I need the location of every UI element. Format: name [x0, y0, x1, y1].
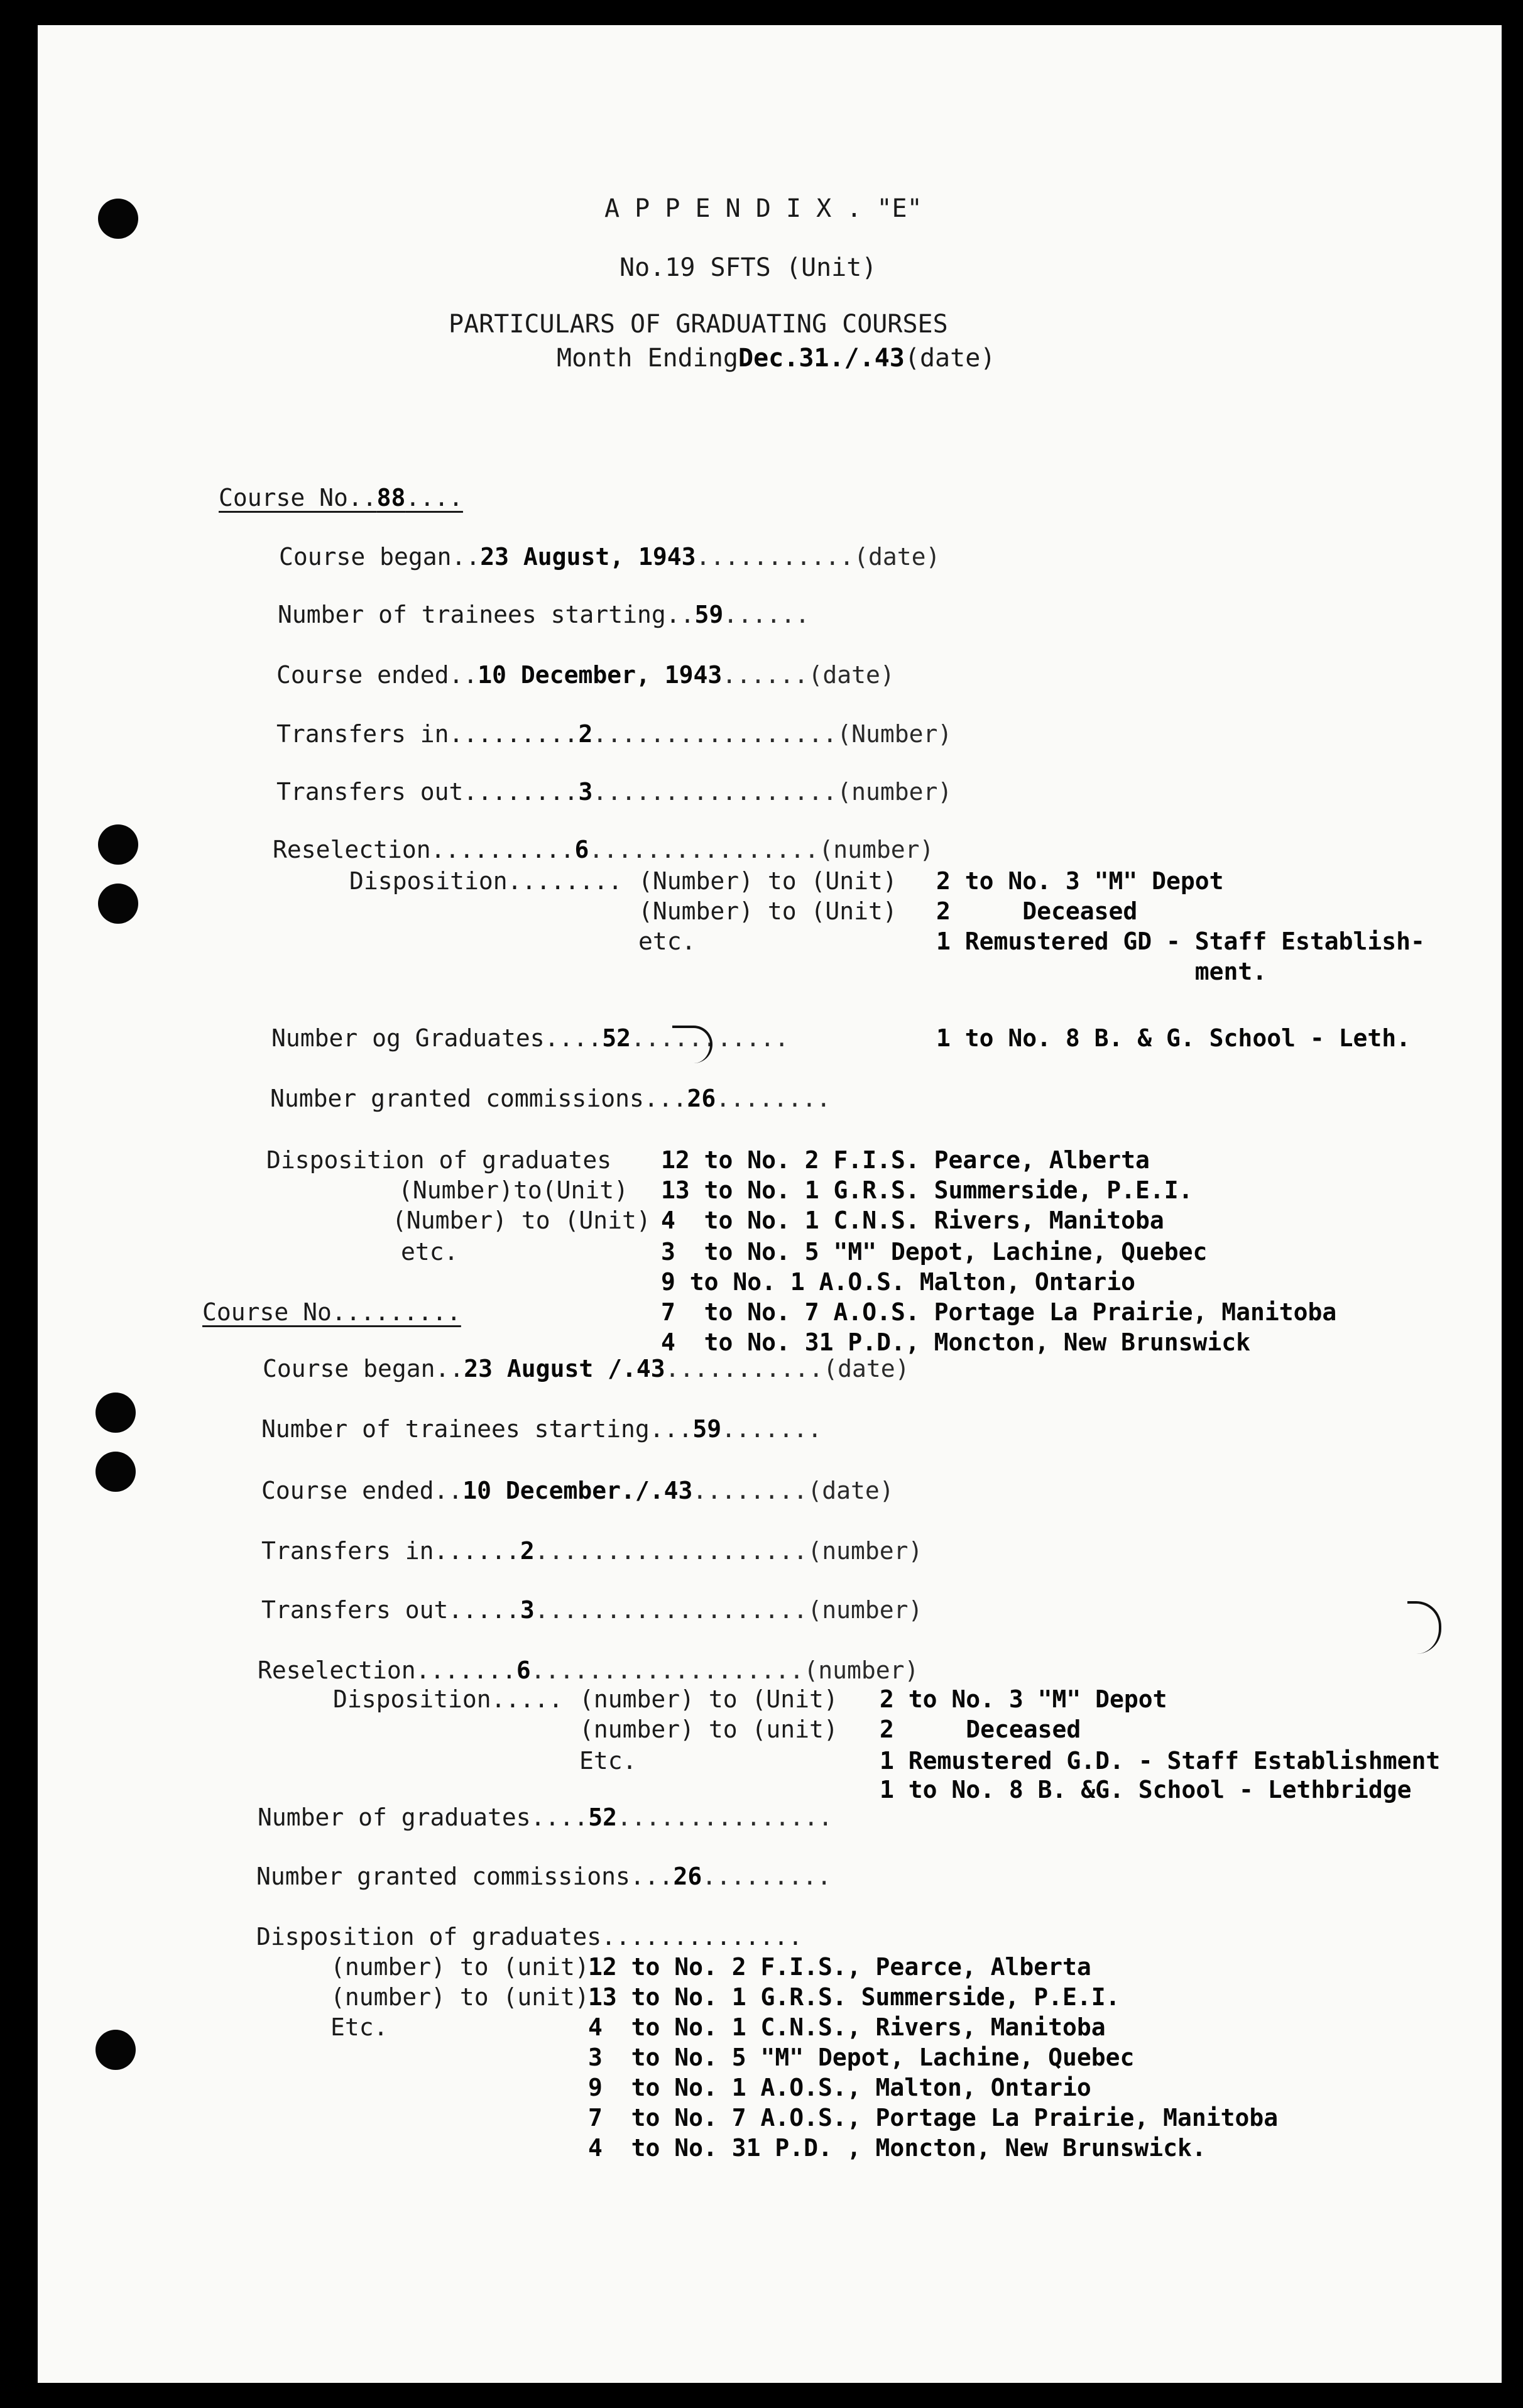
course1-disp-grad-right-0: 12 to No. 2 F.I.S. Pearce, Alberta [661, 1146, 1150, 1174]
course1-disposition-label: Disposition........ [349, 867, 623, 895]
field-label: Transfers out..... [261, 1596, 520, 1624]
field-suffix: .................(number) [592, 778, 953, 806]
course1-disp-grad-left-2: etc. [401, 1238, 459, 1266]
punch-hole [98, 884, 138, 924]
punch-hole [96, 1452, 136, 1492]
field-suffix: ...................(number) [534, 1537, 923, 1565]
course1-disposition-right-4: 1 to No. 8 B. & G. School - Leth. [936, 1024, 1411, 1052]
field-label: Course began.. [279, 543, 481, 571]
field-label: Course ended.. [261, 1477, 463, 1504]
course1-disp-grad-right-5: 7 to No. 7 A.O.S. Portage La Prairie, Manitoba [661, 1298, 1337, 1326]
field-value: 2 [578, 720, 593, 748]
course1-disp-grad-right-6: 4 to No. 31 P.D., Moncton, New Brunswick [661, 1328, 1250, 1356]
field-value: 52 [588, 1803, 617, 1831]
course1-disposition-left-0: (Number) to (Unit) [638, 867, 897, 895]
field-value: 26 [673, 1863, 702, 1890]
course1-disp-grad-right-1: 13 to No. 1 G.R.S. Summerside, P.E.I. [661, 1176, 1193, 1204]
course2-disp-grad-right-2: 4 to No. 1 C.N.S., Rivers, Manitoba [588, 2013, 1106, 2041]
field-label: Number og Graduates.... [271, 1024, 603, 1052]
field-label: Reselection.......... [273, 836, 575, 863]
course2-disp-grad-right-4: 9 to No. 1 A.O.S., Malton, Ontario [588, 2074, 1091, 2101]
course1-disp-grad-right-3: 3 to No. 5 "M" Depot, Lachine, Quebec [661, 1238, 1208, 1266]
course2-disposition-left-2: Etc. [579, 1747, 637, 1775]
course2-commissions [256, 1863, 831, 1890]
course1-number [219, 484, 463, 512]
field-label: Number of graduates.... [258, 1803, 589, 1831]
course1-trainees-starting [278, 601, 810, 628]
field-value: 10 December, 1943 [478, 661, 723, 689]
field-label: Reselection....... [258, 1656, 516, 1684]
field-suffix: ...................(number) [534, 1596, 923, 1624]
course2-ended [261, 1477, 894, 1504]
field-value: 2 [520, 1537, 535, 1565]
course2-disp-grad-left-2: Etc. [330, 2013, 388, 2041]
field-suffix: ........... [630, 1024, 789, 1052]
field-value: 10 December./.43 [462, 1477, 693, 1504]
appendix-heading: A P P E N D I X . "E" [604, 194, 922, 223]
course1-number-value: 88 [376, 484, 406, 512]
field-suffix: ...........(date) [665, 1355, 910, 1382]
field-suffix: ............... [616, 1803, 833, 1831]
field-label: Transfers in...... [261, 1537, 520, 1565]
course2-disp-grad-right-0: 12 to No. 2 F.I.S., Pearce, Alberta [588, 1953, 1091, 1981]
month-ending-suffix: (date) [904, 344, 996, 373]
course1-disp-grad-right-2: 4 to No. 1 C.N.S. Rivers, Manitoba [661, 1207, 1164, 1234]
document-page [38, 25, 1502, 2383]
course2-disposition-right-0: 2 to No. 3 "M" Depot [880, 1685, 1167, 1713]
course1-number-label: Course No.. [219, 484, 377, 512]
punch-hole [98, 199, 138, 239]
handwritten-bracket-mark [672, 1026, 712, 1063]
field-value: 6 [574, 836, 589, 863]
field-value: 26 [687, 1085, 716, 1112]
course2-disp-grad-right-3: 3 to No. 5 "M" Depot, Lachine, Quebec [588, 2044, 1135, 2071]
course1-disp-grad-left-0: (Number)to(Unit) [398, 1176, 629, 1204]
course2-disposition-label: Disposition..... [333, 1685, 564, 1713]
field-label: Transfers in......... [276, 720, 579, 748]
course2-number: Course No......... [202, 1298, 461, 1326]
course2-disp-grad-label: Disposition of graduates.............. [256, 1923, 803, 1951]
field-label: Number of trainees starting.. [278, 601, 695, 628]
course2-graduates [258, 1803, 832, 1831]
field-label: Number granted commissions... [256, 1863, 674, 1890]
course1-disposition-right-2: 1 Remustered GD - Staff Establish- [936, 928, 1425, 955]
course2-began [263, 1355, 910, 1382]
course1-reselection [273, 836, 934, 863]
course1-number-trail: .... [405, 484, 463, 512]
course2-disp-grad-right-6: 4 to No. 31 P.D. , Moncton, New Brunswick. [588, 2134, 1206, 2162]
course2-disp-grad-left-0: (number) to (unit) [330, 1953, 589, 1981]
course2-trainees-starting [261, 1415, 822, 1443]
course1-transfers-in [276, 720, 952, 748]
field-value: 59 [692, 1415, 722, 1443]
field-label: Transfers out........ [276, 778, 579, 806]
month-ending-line [557, 344, 995, 372]
document-title: PARTICULARS OF GRADUATING COURSES [449, 310, 948, 339]
field-suffix: ...................(number) [530, 1656, 919, 1684]
course2-disposition-left-0: (number) to (Unit) [579, 1685, 838, 1713]
field-value: 59 [694, 601, 724, 628]
course2-disposition-left-1: (number) to (unit) [579, 1716, 838, 1743]
course1-disp-grad-left-1: (Number) to (Unit) [392, 1207, 651, 1234]
course2-disposition-right-1: 2 Deceased [880, 1716, 1081, 1743]
course2-reselection [258, 1656, 919, 1684]
field-value: 23 August /.43 [464, 1355, 665, 1382]
course1-disposition-right-3: ment. [936, 958, 1267, 985]
course2-disposition-right-3: 1 to No. 8 B. &G. School - Lethbridge [880, 1776, 1412, 1803]
punch-hole [98, 824, 138, 865]
field-suffix: ........ [716, 1085, 831, 1112]
course1-disposition-left-2: etc. [638, 928, 696, 955]
course1-disposition-right-0: 2 to No. 3 "M" Depot [936, 867, 1224, 895]
field-suffix: ....... [721, 1415, 822, 1443]
course2-disp-grad-right-5: 7 to No. 7 A.O.S., Portage La Prairie, Manitoba [588, 2104, 1279, 2132]
punch-hole [96, 1393, 136, 1433]
course1-ended [276, 661, 895, 689]
course2-disp-grad-left-1: (number) to (unit) [330, 1983, 589, 2011]
field-suffix: ......(date) [722, 661, 895, 689]
field-value: 6 [516, 1656, 531, 1684]
field-suffix: ...... [723, 601, 810, 628]
field-suffix: ...........(date) [696, 543, 941, 571]
punch-hole [96, 2030, 136, 2070]
course1-disposition-right-1: 2 Deceased [936, 897, 1138, 925]
course2-disp-grad-right-1: 13 to No. 1 G.R.S. Summerside, P.E.I. [588, 1983, 1120, 2011]
unit-line: No.19 SFTS (Unit) [620, 253, 877, 282]
field-label: Course ended.. [276, 661, 478, 689]
course1-transfers-out [276, 778, 952, 806]
field-suffix: ................(number) [589, 836, 934, 863]
field-suffix: ........(date) [692, 1477, 894, 1504]
field-value: 52 [602, 1024, 631, 1052]
course1-disp-grad-right-4: 9 to No. 1 A.O.S. Malton, Ontario [661, 1268, 1135, 1296]
month-ending-value: Dec.31./.43 [738, 344, 905, 373]
course1-began [279, 543, 940, 571]
course2-disposition-right-2: 1 Remustered G.D. - Staff Establishment [880, 1747, 1441, 1775]
field-value: 23 August, 1943 [480, 543, 696, 571]
handwritten-squiggle-mark [1407, 1601, 1441, 1654]
field-label: Course began.. [263, 1355, 464, 1382]
field-suffix: .................(Number) [592, 720, 953, 748]
field-value: 3 [578, 778, 593, 806]
field-suffix: ......... [702, 1863, 832, 1890]
course1-commissions [270, 1085, 831, 1112]
field-label: Number of trainees starting... [261, 1415, 693, 1443]
course1-disposition-left-1: (Number) to (Unit) [638, 897, 897, 925]
field-label: Number granted commissions... [270, 1085, 687, 1112]
course2-transfers-out [261, 1596, 922, 1624]
field-value: 3 [520, 1596, 535, 1624]
month-ending-label: Month Ending [557, 344, 738, 373]
course2-transfers-in [261, 1537, 922, 1565]
course1-disp-grad-label: Disposition of graduates [266, 1146, 612, 1174]
